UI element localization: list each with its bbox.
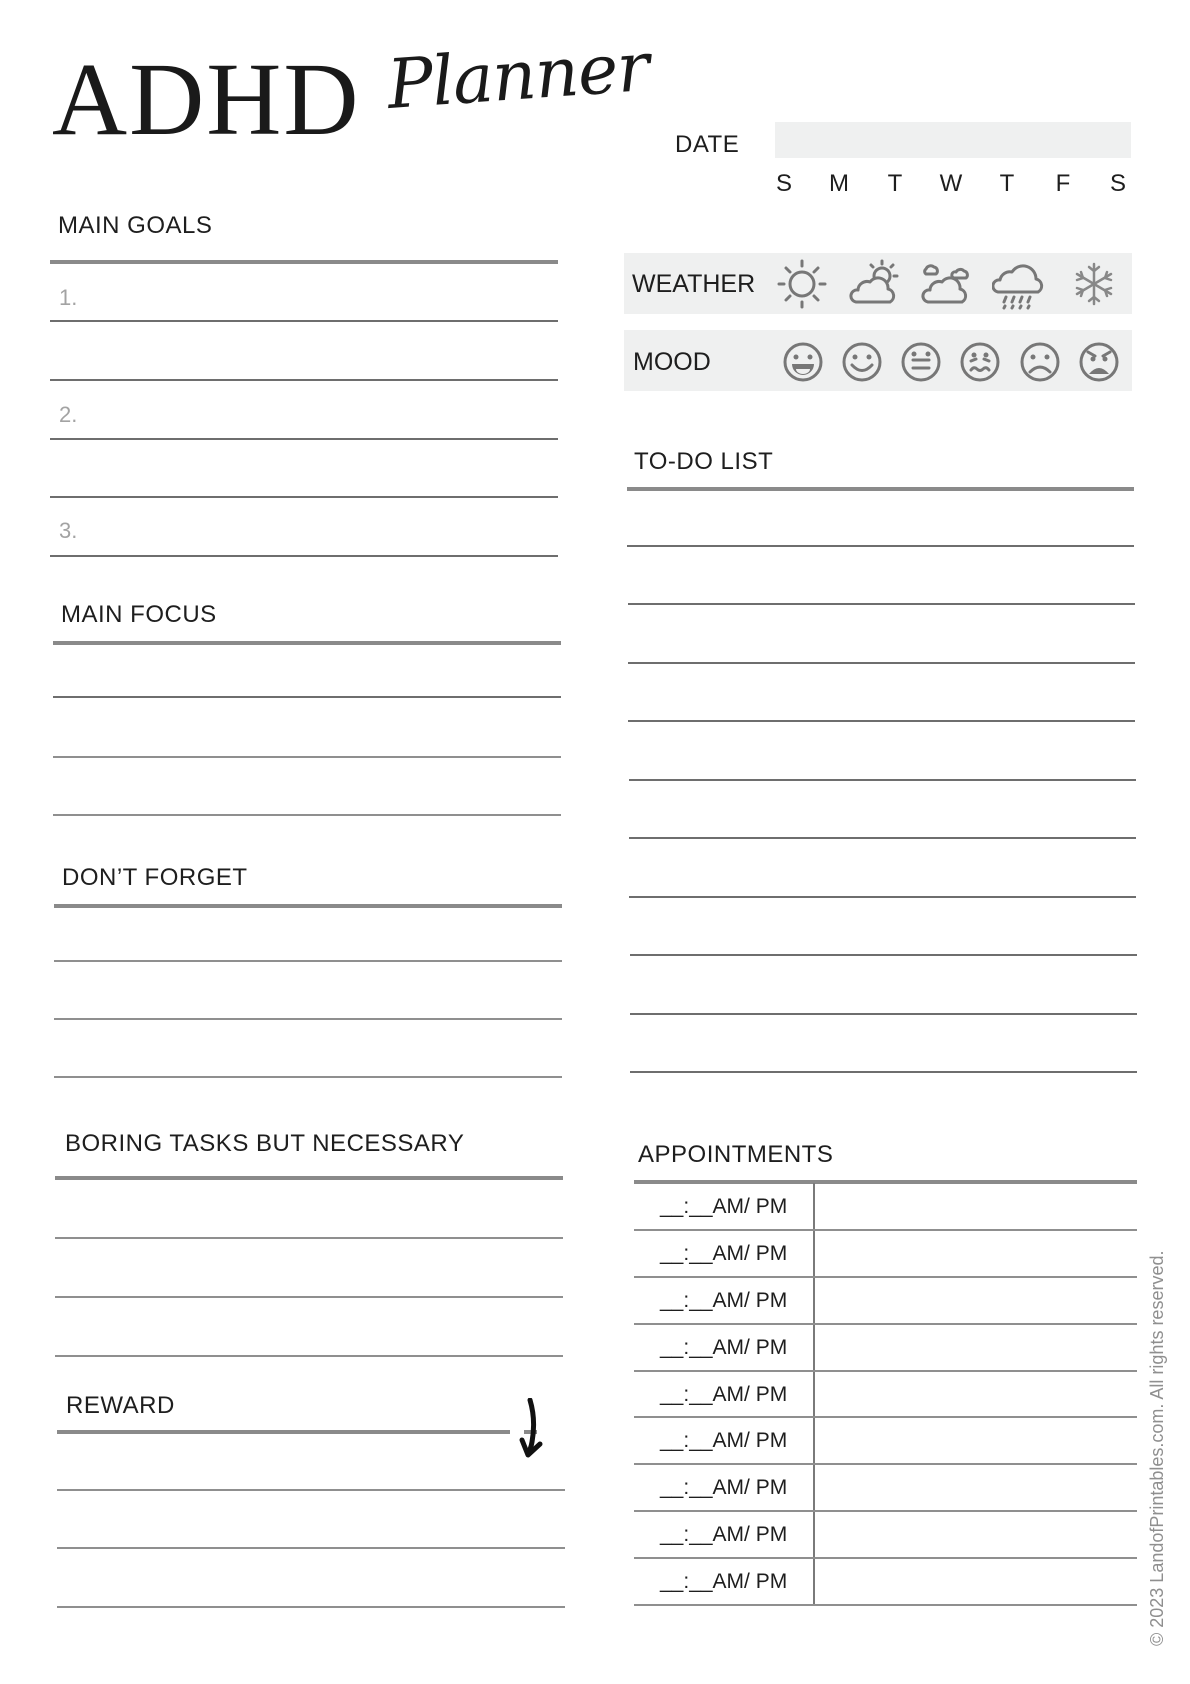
reward-line[interactable]: [57, 1547, 565, 1549]
appointment-time[interactable]: __:__AM/ PM: [660, 1289, 788, 1312]
weather-band: [624, 253, 1132, 314]
appointment-time[interactable]: __:__AM/ PM: [660, 1336, 788, 1359]
appointment-row-line: [634, 1510, 1137, 1512]
goal-line[interactable]: [50, 555, 558, 557]
day-thursday[interactable]: T: [999, 170, 1015, 197]
page-title: ADHD: [52, 42, 361, 157]
cloudy-icon[interactable]: [920, 258, 972, 310]
focus-line[interactable]: [53, 756, 561, 758]
sun-icon[interactable]: [776, 258, 828, 310]
dont-forget-line[interactable]: [54, 960, 562, 962]
day-wednesday[interactable]: W: [939, 170, 963, 197]
angry-face-icon[interactable]: [1073, 336, 1125, 388]
boring-task-line[interactable]: [55, 1355, 563, 1357]
boring-tasks-rule: [55, 1176, 563, 1180]
goal-line[interactable]: [50, 379, 558, 381]
appointment-row-line: [634, 1323, 1137, 1325]
goal-number-3: 3.: [59, 518, 78, 543]
main-goals-heading: MAIN GOALS: [58, 212, 213, 239]
focus-line[interactable]: [53, 814, 561, 816]
appointment-time[interactable]: __:__AM/ PM: [660, 1195, 788, 1218]
appointment-row-line: [634, 1557, 1137, 1559]
todo-line[interactable]: [630, 954, 1137, 956]
boring-task-line[interactable]: [55, 1296, 563, 1298]
appointments-divider: [813, 1183, 815, 1604]
appointments-rule: [634, 1180, 1137, 1184]
main-goals-rule: [50, 260, 558, 264]
dont-forget-rule: [54, 904, 562, 908]
smiling-face-icon[interactable]: [836, 336, 888, 388]
appointment-row-line: [634, 1604, 1137, 1606]
weather-label: WEATHER: [632, 270, 756, 298]
goal-number-2: 2.: [59, 402, 78, 427]
day-tuesday[interactable]: T: [887, 170, 903, 197]
rain-icon[interactable]: [992, 258, 1044, 310]
worried-face-icon[interactable]: [954, 336, 1006, 388]
mood-label: MOOD: [633, 348, 711, 376]
reward-heading: REWARD: [66, 1392, 175, 1419]
day-friday[interactable]: F: [1055, 170, 1071, 197]
todo-line[interactable]: [628, 662, 1135, 664]
goal-line[interactable]: [50, 438, 558, 440]
appointment-time[interactable]: __:__AM/ PM: [660, 1429, 788, 1452]
partly-cloudy-icon[interactable]: [848, 258, 900, 310]
main-focus-rule: [53, 641, 561, 645]
todo-line[interactable]: [629, 896, 1136, 898]
arrow-down-icon: [516, 1398, 546, 1460]
todo-line[interactable]: [628, 603, 1135, 605]
page-title-script: Planner: [384, 27, 652, 125]
todo-line[interactable]: [628, 720, 1135, 722]
todo-heading: TO-DO LIST: [634, 448, 774, 475]
neutral-face-icon[interactable]: [895, 336, 947, 388]
todo-line[interactable]: [627, 545, 1134, 547]
appointments-heading: APPOINTMENTS: [638, 1141, 834, 1168]
appointment-time[interactable]: __:__AM/ PM: [660, 1383, 788, 1406]
appointment-time[interactable]: __:__AM/ PM: [660, 1476, 788, 1499]
main-focus-heading: MAIN FOCUS: [61, 601, 217, 628]
todo-rule: [627, 487, 1134, 491]
todo-line[interactable]: [629, 837, 1136, 839]
todo-line[interactable]: [630, 1071, 1137, 1073]
day-sunday[interactable]: S: [775, 170, 792, 197]
day-monday[interactable]: M: [829, 170, 849, 197]
appointment-time[interactable]: __:__AM/ PM: [660, 1523, 788, 1546]
copyright-notice: © 2023 LandofPrintables.com. All rights reserved.: [1147, 1250, 1167, 1646]
appointment-row-line: [634, 1463, 1137, 1465]
reward-line[interactable]: [57, 1606, 565, 1608]
dont-forget-line[interactable]: [54, 1018, 562, 1020]
boring-tasks-heading: BORING TASKS BUT NECESSARY: [65, 1130, 465, 1157]
date-field[interactable]: [775, 122, 1131, 158]
reward-line[interactable]: [57, 1489, 565, 1491]
goal-number-1: 1.: [59, 285, 78, 310]
frowning-face-icon[interactable]: [1014, 336, 1066, 388]
appointment-row-line: [634, 1276, 1137, 1278]
appointment-row-line: [634, 1370, 1137, 1372]
grinning-face-icon[interactable]: [777, 336, 829, 388]
boring-task-line[interactable]: [55, 1237, 563, 1239]
snowflake-icon[interactable]: [1068, 258, 1120, 310]
day-saturday[interactable]: S: [1109, 170, 1126, 197]
todo-line[interactable]: [629, 779, 1136, 781]
appointment-time[interactable]: __:__AM/ PM: [660, 1570, 788, 1593]
reward-rule: [57, 1430, 510, 1434]
dont-forget-line[interactable]: [54, 1076, 562, 1078]
mood-band: [624, 330, 1132, 391]
appointment-row-line: [634, 1229, 1137, 1231]
todo-line[interactable]: [630, 1013, 1137, 1015]
goal-line[interactable]: [50, 496, 558, 498]
dont-forget-heading: DON’T FORGET: [62, 864, 248, 891]
appointment-row-line: [634, 1416, 1137, 1418]
goal-line[interactable]: [50, 320, 558, 322]
date-label: DATE: [675, 131, 740, 158]
appointment-time[interactable]: __:__AM/ PM: [660, 1242, 788, 1265]
focus-line[interactable]: [53, 696, 561, 698]
